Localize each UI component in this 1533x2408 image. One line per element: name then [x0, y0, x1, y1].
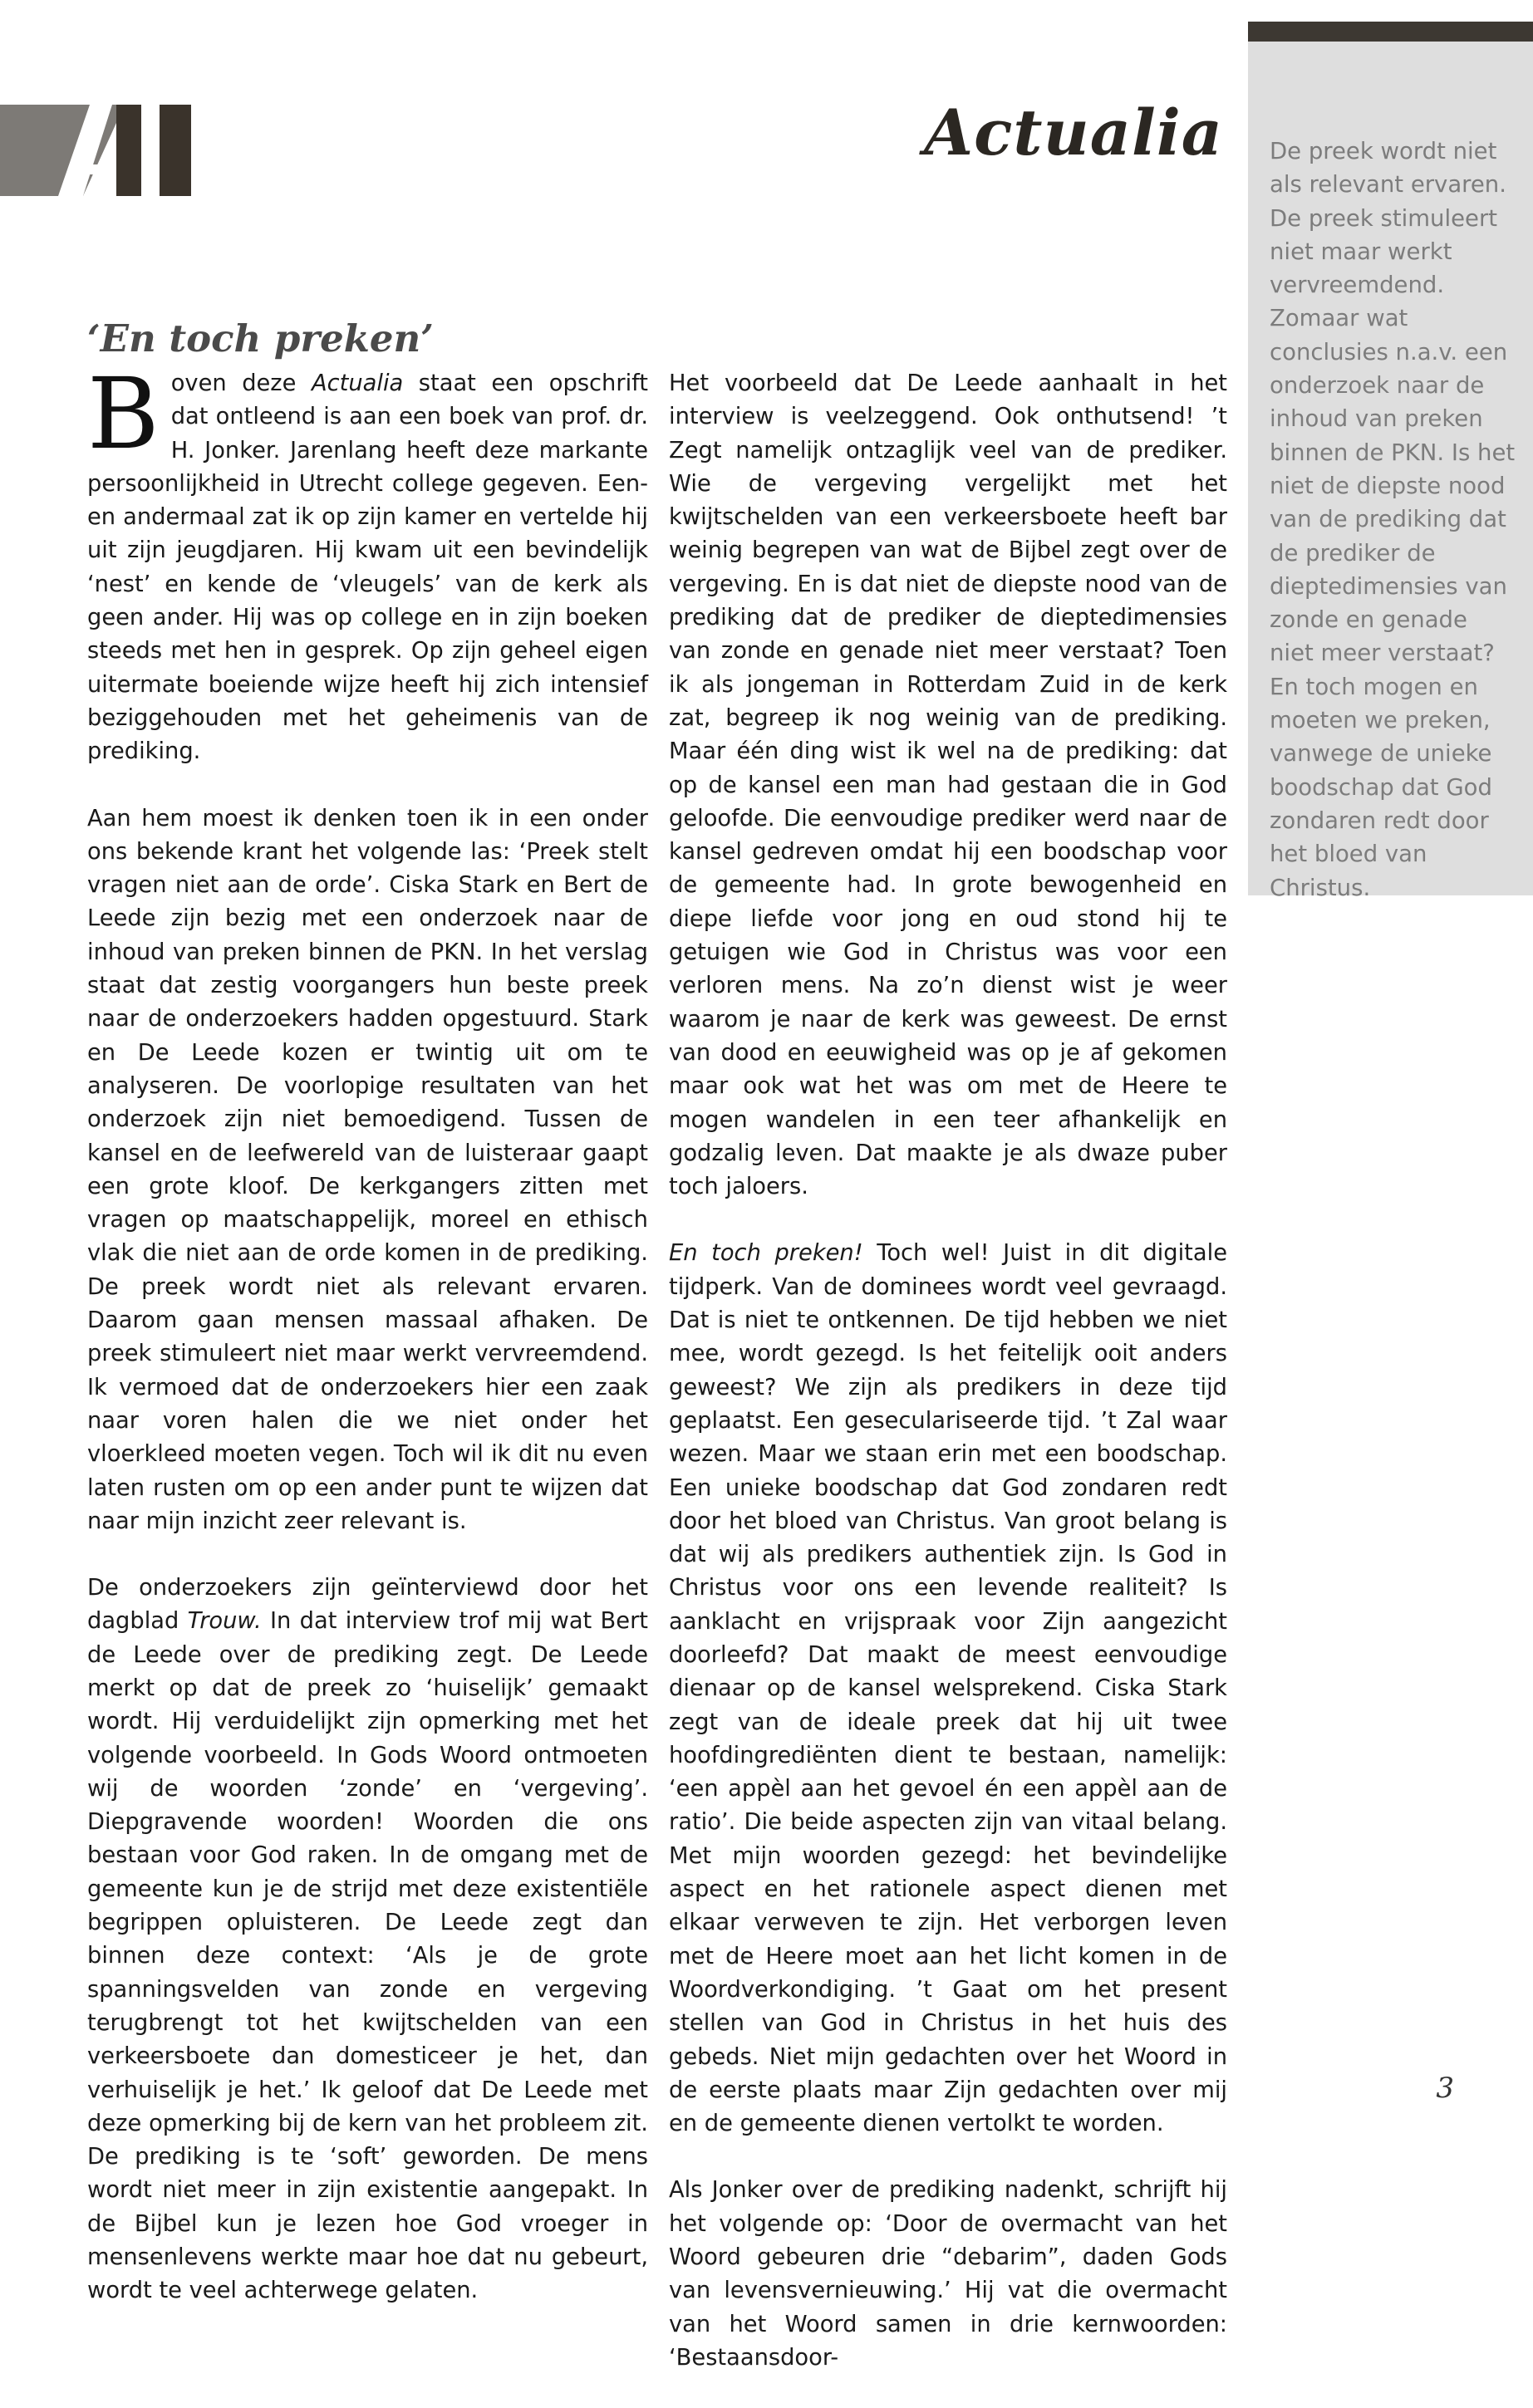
italic-run: En toch preken! [669, 1240, 863, 1267]
paragraph: Als Jonker over de prediking nadenkt, schrijft hij het volgende op: ‘Door de overmacht van het Woord gebeuren drie “debarim”, daden Gods van levensvernieuwing.’ Hij vat die overmacht van het Woord samen in drie kernwoorden: ‘Bestaansdoor- [669, 2177, 1227, 2371]
article-title: ‘En toch preken’ [87, 316, 434, 361]
magazine-logo [0, 105, 193, 196]
text-run: staat een opschrift dat ontleend is aan een boek van prof. dr. H. Jonker. Jarenlang heeft deze markante persoonlijkheid in Utrecht college gegeven. Een- en andermaal zat ik op zijn kamer en vertelde hij uit zijn jeugdjaren. Hij kwam uit een bevindelijk ‘nest’ en kende de ‘vleugels’ van de kerk als geen ander. Hij was op college en in zijn boeken steeds met hen in gesprek. Op zijn geheel eigen uitermate boeiende wijze heeft hij zich intensief beziggehouden met het geheimenis van de prediking. [87, 370, 648, 765]
pullquote-sidebar [1248, 42, 1533, 901]
sidebar-top-bar [1248, 22, 1533, 42]
section-title: Actualia [924, 96, 1223, 169]
article-column-left [87, 356, 648, 2342]
article-column-right [669, 367, 1227, 2408]
paragraph-intro [87, 356, 648, 769]
text-run: In dat interview trof mij wat Bert de Leede over de prediking zegt. De Leede merkt op dat de preek zo ‘huiselijk’ gemaakt wordt. Hij verduidelijkt zijn opmerking met het volgende voorbeeld. In Gods Woord ontmoeten wij de woorden ‘zonde’ en ‘vergeving’. Diepgravende woorden! Woorden die ons bestaan voor God raken. In de omgang met de gemeente kun je de strijd met deze existentiële begrippen opluisteren. De Leede zegt dan binnen deze context: ‘Als je de grote spanningsvelden van zonde en vergeving terugbrengt tot het kwijtschelden van een verkeersboete dan domesticeer je het, dan verhuiselijk je het.’ Ik geloof dat De Leede met deze opmerking bij de kern van het probleem zit. De prediking is te ‘soft’ geworden. De mens wordt niet meer in zijn existentie aangepakt. In de Bijbel kun je lezen hoe God vroeger in mensenlevens werkte maar hoe dat nu gebeurt, wordt te veel achterwege gelaten. [87, 1608, 648, 2304]
drop-cap: B [87, 356, 160, 471]
italic-run: Actualia [311, 370, 404, 396]
paragraph: Het voorbeeld dat De Leede aanhaalt in het interview is veelzeggend. Ook onthutsend! ’t Zegt namelijk ontzaglijk veel van de prediker. Wie de vergeving vergelijkt met het kwijtschelden van een verkeersboete heeft bar weinig begrepen van wat de Bijbel zegt over de vergeving. En is dat niet de diepste nood van de prediking dat de prediker de dieptedimensies van zonde en genade niet meer verstaat? Toen ik als jongeman in Rotterdam Zuid in de kerk zat, begreep ik nog weinig van de prediking. Maar één ding wist ik wel na de prediking: dat op de kansel een man had gestaan die in God geloofde. Die eenvoudige prediker werd naar de kansel gedreven omdat hij een boodschap voor de gemeente had. In grote bewogenheid en diepe liefde voor jong en oud stond hij te getuigen wie God in Christus was voor een verloren mens. Na zo’n dienst wist je weer waarom je naar de kerk was geweest. De ernst van dood en eeuwigheid was op je af gekomen maar ook wat het was om met de Heere te mogen wandelen in een teer afhankelijk en godzalig leven. Dat maakte je als dwaze puber toch jaloers. [669, 370, 1227, 1200]
logo-a-crossbar [68, 164, 116, 174]
text-run: De onderzoekers zijn geïnterviewd door het dagblad [87, 1575, 648, 1635]
paragraph [669, 1237, 1227, 2141]
text-run: Toch wel! Juist in dit digitale tijdperk. Van de dominees wordt veel gevraagd. Dat is niet te ontkennen. De tijd hebben we niet mee, wordt gezegd. Is het feitelijk ooit anders geweest? We zijn als predikers in deze tijd geplaatst. Een geseculariseerde tijd. ’t Zal waar wezen. Maar we staan erin met een boodschap. Een unieke boodschap dat God zondaren redt door het bloed van Christus. Van groot belang is dat wij als predikers authentiek zijn. Is God in Christus voor ons een levende realiteit? Is aanklacht en vrijspraak voor Zijn aangezicht doorleefd? Dat maakt de meest eenvoudige dienaar op de kansel welsprekend. Ciska Stark zegt van de ideale preek dat hij uit twee hoofdingrediënten dient te bestaan, namelijk: ‘een appèl aan het gevoel én een appèl aan de ratio’. Die beide aspecten zijn van vitaal belang. Met mijn woorden gezegd: het bevindelijke aspect en het rationele aspect dienen met elkaar verweven te zijn. Het verborgen leven met de Heere moet aan het licht komen in de Woordverkondiging. ’t Gaat om het present stellen van God in Christus in het huis des gebeds. Niet mijn gedachten over het Woord in de eerste plaats maar Zijn gedachten over mij en de gemeente dienen vertolkt te worden. [669, 1240, 1227, 2137]
paragraph [87, 1572, 648, 2308]
logo-a-right-gap [141, 105, 160, 196]
pullquote-text: De preek wordt niet als relevant ervaren. De preek stimuleert niet maar werkt vervreemdend. Zomaar wat conclusies n.a.v. een onderzoek naar de inhoud van preken binnen de PKN. Is het niet de diepste nood van de prediking dat de prediker de dieptedimensies van zonde en genade niet meer verstaat? En toch mogen en moeten we preken, vanwege de unieke boodschap dat God zondaren redt door het bloed van Christus. [1270, 138, 1516, 901]
paragraph: Aan hem moest ik denken toen ik in een onder ons bekende krant het volgende las: ‘Preek stelt vragen niet aan de orde’. Ciska Stark en Bert de Leede zijn bezig met een onderzoek naar de inhoud van preken binnen de PKN. In het verslag staat dat zestig voorgangers hun beste preek naar de onderzoekers hadden opgestuurd. Stark en De Leede kozen er twintig uit om te analyseren. De voorlopige resultaten van het onderzoek zijn niet bemoedigend. Tussen de kansel en de leefwereld van de luisteraar gaapt een grote kloof. De kerkgangers zitten met vragen op maatschappelijk, moreel en ethisch vlak die niet aan de orde komen in de prediking. De preek wordt niet als relevant ervaren. Daarom gaan mensen massaal afhaken. De preek stimuleert niet maar werkt vervreemdend. Ik vermoed dat de onderzoekers hier een zaak naar voren halen die we niet onder het vloerkleed moeten vegen. Toch wil ik dit nu even laten rusten om op een ander punt te wijzen dat naar mijn inzicht zeer relevant is. [87, 805, 648, 1534]
italic-run: Trouw. [187, 1608, 262, 1635]
text-run: oven deze [170, 370, 312, 396]
page-number: 3 [1436, 2072, 1454, 2105]
